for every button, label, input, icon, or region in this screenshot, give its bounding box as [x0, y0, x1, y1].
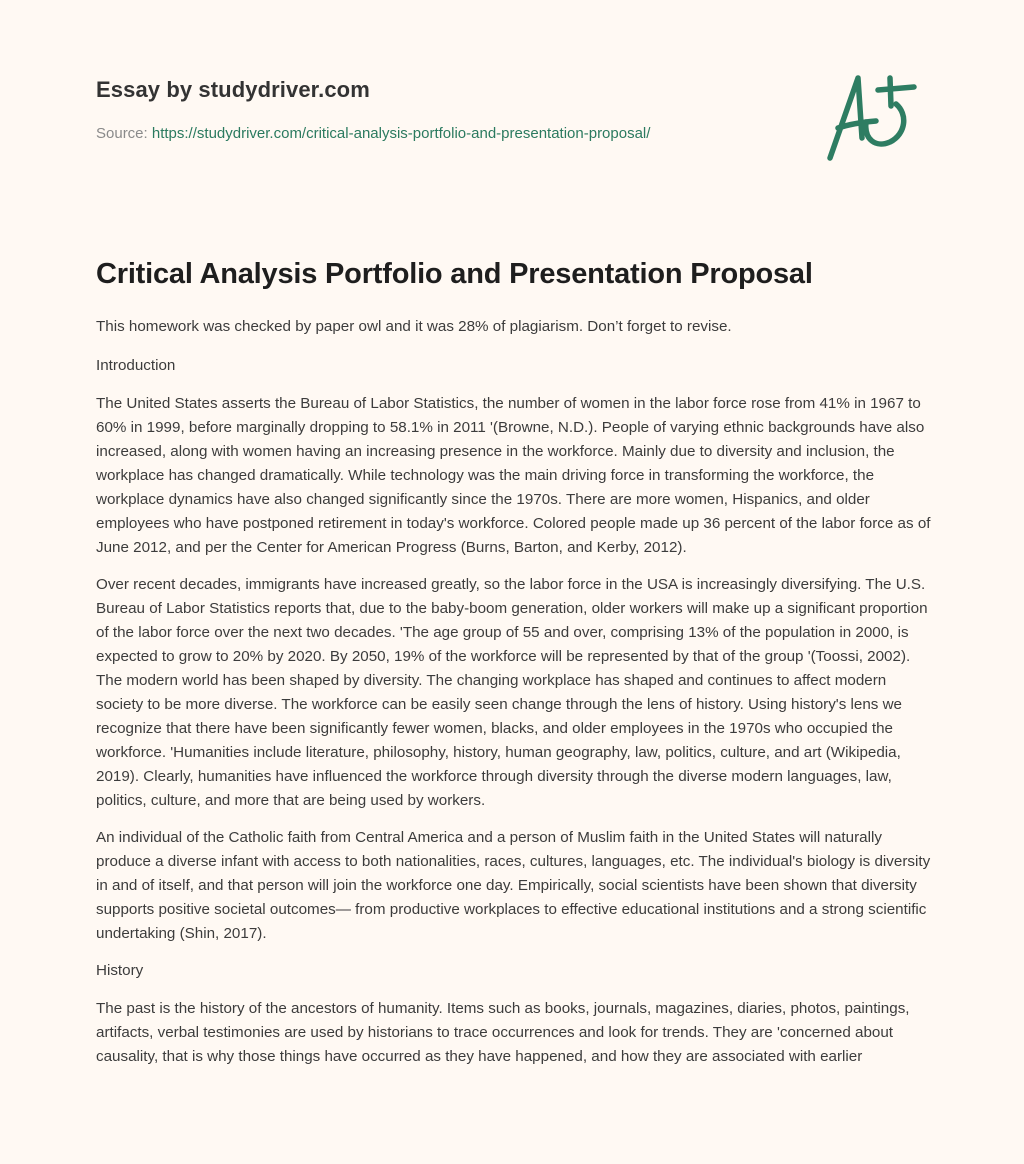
essay-content [96, 315, 932, 1082]
a-plus-grade-icon [820, 66, 930, 166]
document-title: Critical Analysis Portfolio and Presentation Proposal [96, 258, 813, 290]
site-header [96, 76, 796, 144]
paragraph: The past is the history of the ancestors of humanity. Items such as books, journals, magazines, diaries, photos, paintings, artifacts, verbal testimonies are used by historians to trace occurrences and look for trends. They are 'concerned about causality, that is why those things have occurred as they have happened, and how they are associated with earlier [96, 1000, 910, 1065]
plagiarism-note: This homework was checked by paper owl and it was 28% of plagiarism. Don’t forget to revise. [96, 318, 732, 335]
paragraph: The United States asserts the Bureau of Labor Statistics, the number of women in the labor force rose from 41% in 1967 to 60% in 1999, before marginally dropping to 58.1% in 2011 '(Browne, N.D.). People of varying ethnic backgrounds have also increased, along with women having an increasing presence in the workforce. Mainly due to diversity and inclusion, the workplace has changed dramatically. While technology was the main driving force in transforming the workforce, the workplace dynamics have also changed significantly since the 1970s. There are more women, Hispanics, and older employees who have postponed retirement in today's workforce. Colored people made up 36 percent of the labor force as of June 2012, and per the Center for American Progress (Burns, Barton, and Kerby, 2012). [96, 395, 931, 556]
paragraph: An individual of the Catholic faith from Central America and a person of Muslim faith in the United States will naturally produce a diverse infant with access to both nationalities, races, cultures, languages, etc. The individual's biology is diversity in and of itself, and that person will join the workforce one day. Empirically, social scientists have been shown that diversity supports positive societal outcomes— from productive workplaces to effective educational institutions and a strong scientific undertaking (Shin, 2017). [96, 829, 931, 942]
source-link[interactable]: https://studydriver.com/critical-analysis-portfolio-and-presentation-proposal/ [151, 125, 651, 142]
paragraph: Over recent decades, immigrants have increased greatly, so the labor force in the USA is increasingly diversifying. The U.S. Bureau of Labor Statistics reports that, due to the baby-boom generation, older workers will make up a significant proportion of the labor force over the next two decades. 'The age group of 55 and over, comprising 13% of the population in 2000, is expected to grow to 20% by 2020. By 2050, 19% of the workforce will be represented by that of the group '(Toossi, 2002). The modern world has been shaped by diversity. The changing workplace has shaped and continues to affect modern society to be more diverse. The workforce can be easily seen change through the lens of history. Using history's lens we recognize that there have been significantly fewer women, blacks, and older employees in the 1970s who occupied the workforce. 'Humanities include literature, philosophy, history, human geography, law, politics, culture, and art (Wikipedia, 2019). Clearly, humanities have influenced the workforce through diversity through the diverse modern languages, law, politics, culture, and more that are being used by workers. [96, 576, 928, 809]
source-line [96, 124, 796, 144]
source-label: Source: [96, 125, 148, 142]
site-title: Essay by studydriver.com [96, 77, 370, 102]
section-heading-introduction: Introduction [96, 357, 176, 374]
section-heading-history: History [96, 962, 144, 979]
